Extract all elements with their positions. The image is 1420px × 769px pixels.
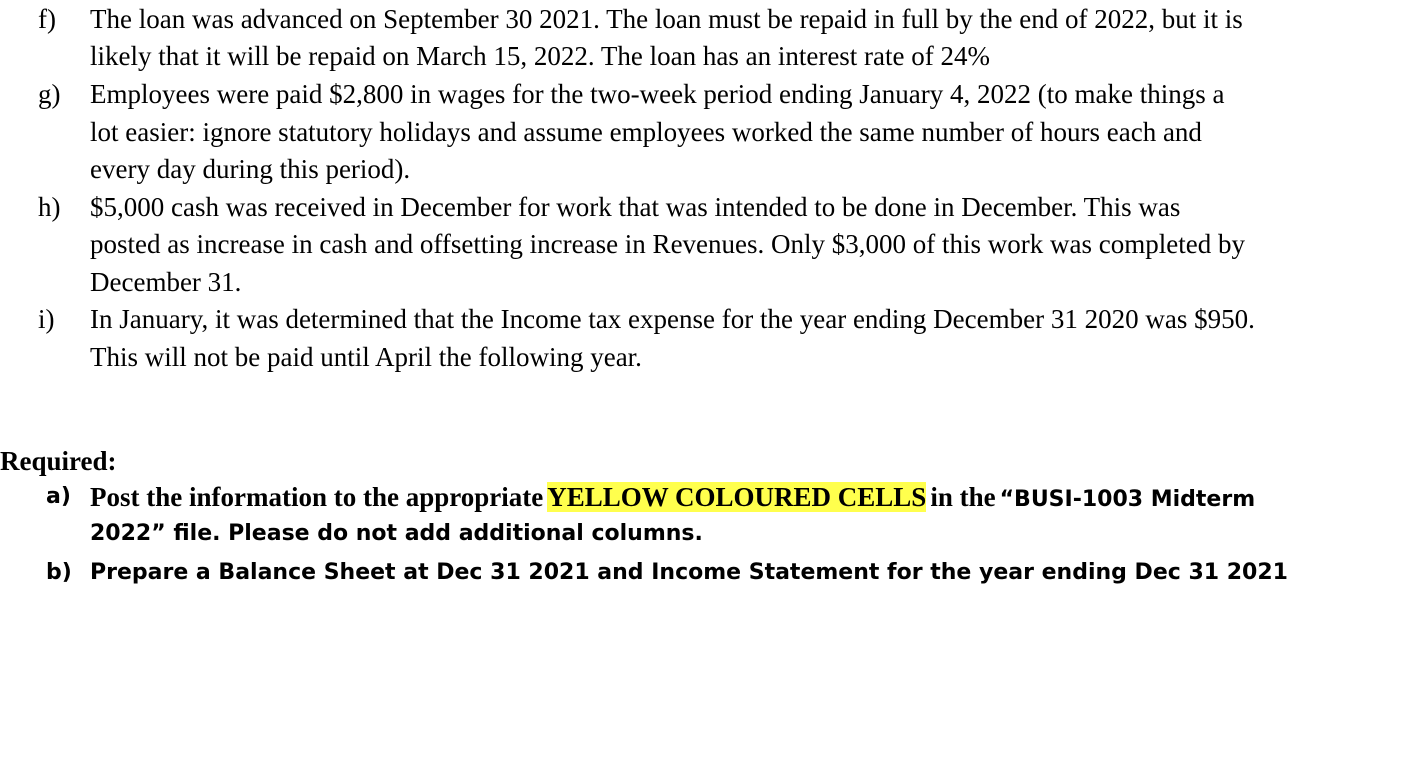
required-a-pre: Post the information to the appropriate	[90, 482, 544, 512]
item-f-line-1: The loan was advanced on September 30 2021. The loan must be repaid in full by the end of 2022, but it is	[90, 4, 1243, 34]
item-h-line-3: December 31.	[90, 267, 242, 297]
required-a-marker: a)	[46, 484, 71, 509]
item-h-line-2: posted as increase in cash and offsetting increase in Revenues. Only $3,000 of this work was completed by	[90, 229, 1245, 259]
item-h-line-1: $5,000 cash was received in December for work that was intended to be done in December. This was	[90, 192, 1181, 222]
item-g-line-2: lot easier: ignore statutory holidays and assume employees worked the same number of hours each and	[90, 117, 1202, 147]
required-heading: Required:	[0, 446, 117, 476]
item-h-marker: h)	[38, 192, 61, 222]
item-g-marker: g)	[38, 79, 61, 109]
item-f-marker: f)	[38, 4, 56, 34]
required-a-post-serif: in the	[930, 482, 996, 512]
item-f-line-2: likely that it will be repaid on March 15, 2022. The loan has an interest rate of 24%	[90, 41, 991, 71]
yellow-highlight: YELLOW COLOURED CELLS	[547, 482, 927, 512]
item-i-line-1: In January, it was determined that the Income tax expense for the year ending December 31 2020 was $950.	[90, 304, 1255, 334]
required-a-post-sans: “BUSI-1003 Midterm	[999, 487, 1256, 512]
required-a-line-1	[90, 482, 1255, 513]
required-b-text: Prepare a Balance Sheet at Dec 31 2021 and Income Statement for the year ending Dec 31 2021	[90, 560, 1288, 585]
required-a-line-2: 2022” file. Please do not add additional columns.	[90, 521, 703, 546]
item-g-line-1: Employees were paid $2,800 in wages for the two-week period ending January 4, 2022 (to make things a	[90, 79, 1225, 109]
item-i-marker: i)	[38, 304, 55, 334]
item-g-line-3: every day during this period).	[90, 154, 411, 184]
required-b-marker: b)	[46, 560, 72, 585]
item-i-line-2: This will not be paid until April the following year.	[90, 342, 642, 372]
